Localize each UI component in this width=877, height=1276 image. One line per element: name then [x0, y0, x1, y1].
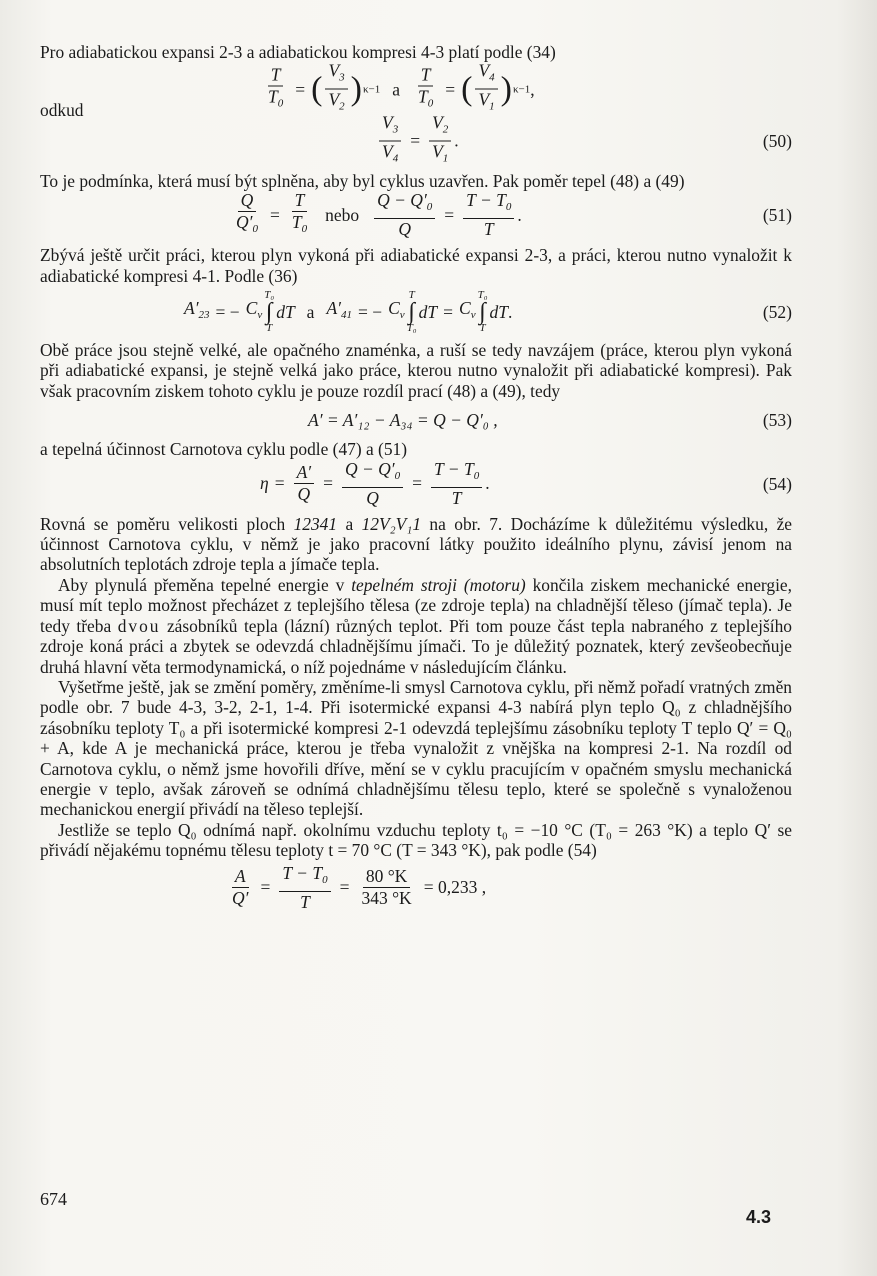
equation-54: η = $\frac{A'}{Q}$ = $\frac{Q - Q'_0}{Q}$ = $\frac{T - T_0}{T}$ . (54) — [260, 458, 792, 508]
paragraph-reverse-cycle: Vyšetřme ještě, jak se změní poměry, změníme-li smysl Carnotova cyklu, při němž pořadí vratných změn podle obr. 7 bude 4-3, 3-2, 2-1, 1-4. Při isotermické expansi 4-3 nabírá plyn teplo Q₀ z chladnějšího zásobníku teploty T₀ a při isotermické kompresi 2-1 odevzdá teplejšímu zásobníku teploty T teplo Q′ = Q₀ + A, kde A je mechanická práce, kterou je třeba vynaložit z vnějška na kompresi 2-1. Na rozdíl od Carnotova cyklu, o němž jsme hovořili dříve, mění se v cyklu pracujícím v opačném smyslu mechanická energie v teplo, avšak zároveň se odnímá chladnějšímu tělesu teplo, které se společně s vynaloženou mechanickou energií přivádí na těleso teplejší. — [40, 676, 792, 820]
paragraph-adiabatic-intro: Pro adiabatickou expansi 2-3 a adiabatickou kompresi 4-3 platí podle (34) — [40, 42, 556, 62]
equation-number-53: (53) — [762, 410, 792, 431]
paragraph-work: Zbývá ještě určit práci, kterou plyn vykoná při adiabatické expansi 2-3, a práci, kterou nutno vynaložit k adiabatické kompresi 4-1. Podle (36) — [40, 245, 792, 286]
label-odkud: odkud — [40, 100, 84, 121]
equation-example-result: $\frac{A}{Q'}$ = $\frac{T - T_0}{T}$ = $\frac{80 ^\circ K}{343 ^\circ K}$ = 0,233 , — [232, 862, 487, 912]
page-number: 674 — [40, 1189, 67, 1209]
paragraph-condition: To je podmínka, která musí být splněna, aby byl cyklus uzavřen. Pak poměr tepel (48) a (49) — [40, 170, 685, 191]
word-nebo: nebo — [325, 205, 360, 226]
paragraph-heat-engine: Aby plynulá přeměna tepelné energie v tepelném stroji (motoru) končila ziskem mechanické energie, musí mít teplo možnost přecházet z teplejšího tělesa (ze zdroje tepla) na chladnější těleso (jímač tepla). Je tedy třeba dvou zásobníků tepla (lázní) různých teplot. Při tom pouze část tepla nabraného z teplejšího zdroje koná práci a zbytek se odevzdá chladnějšímu jímači. To je důležitý poznatek, který zevšeobecňuje druhá hlavní věta termodynamická, o níž pojednáme v následujícím článku. — [40, 574, 793, 677]
equation-adiabatic-ratios: $\frac{T}{T_0}$ = ( $\frac{V_3}{V_2}$ ) κ−1 a $\frac{T}{T_0}$ = ( $\frac{V_4}{V_1}$ ) κ−1 , — [268, 60, 535, 113]
paragraph-efficiency: a tepelná účinnost Carnotova cyklu podle (47) a (51) — [40, 439, 408, 460]
paragraph-work-cancel: Obě práce jsou stejně velké, ale opačného znaménka, a ruší se tedy navzájem (práce, kterou plyn vykoná při adiabatické expansi, je stejně velká jako práce, kterou nutno vynaložit při adiabatické kompresi). Pak však pracovním ziskem tohoto cyklu je pouze rozdíl prací (48) a (49), tedy — [40, 340, 792, 401]
equation-50: $\frac{V_3}{V_4}$ = $\frac{V_2}{V_1}$ . (50) — [40, 117, 792, 165]
page-edge-shadow — [837, 0, 877, 1276]
paragraph-example: Jestliže se teplo Q₀ odnímá např. okolnímu vzduchu teploty t₀ = −10 °C (T₀ = 263 °K) a teplo Q′ se přivádí nějakému topnému tělesu teploty t = 70 °C (T = 343 °K), pak podle (54) — [40, 819, 792, 861]
equation-number-51: (51) — [762, 205, 792, 226]
equation-result: = 0,233 , — [423, 877, 487, 898]
page-content — [40, 42, 792, 915]
equation-52: $A'_{23}$ = − $C_v$ T₀ ∫ T dT a $A'_{41}$ = − $C_v$ T ∫ T₀ dT = $C_v$ T₀ ∫ T dT . (52) — [184, 289, 792, 335]
equation-53 — [40, 401, 792, 439]
equation-number-54: (54) — [762, 473, 792, 494]
equation-number-50: (50) — [762, 130, 792, 151]
section-mark: 4.3 — [745, 1207, 771, 1227]
paragraph-area-ratio: Rovná se poměru velikosti ploch 12341 a 12V₂V₁1 na obr. 7. Docházíme k důležitému výsledku, že účinnost Carnotova cyklu, v němž je jako pracovní látky použito ideálního plynu, závisí jenom na absolutních teplotách zdroje tepla a jímače tepla. — [40, 513, 793, 575]
equation-53-body: A′ = A′₁₂ − A₃₄ = Q − Q′₀ , — [308, 410, 498, 431]
word-a: a — [306, 301, 315, 322]
equation-number-52: (52) — [762, 301, 792, 322]
equation-51: $\frac{Q}{Q'_0}$ = $\frac{T}{T_0}$ nebo $\frac{Q - Q'_0}{Q}$ = $\frac{T - T_0}{T}$ . (51) — [236, 190, 792, 240]
